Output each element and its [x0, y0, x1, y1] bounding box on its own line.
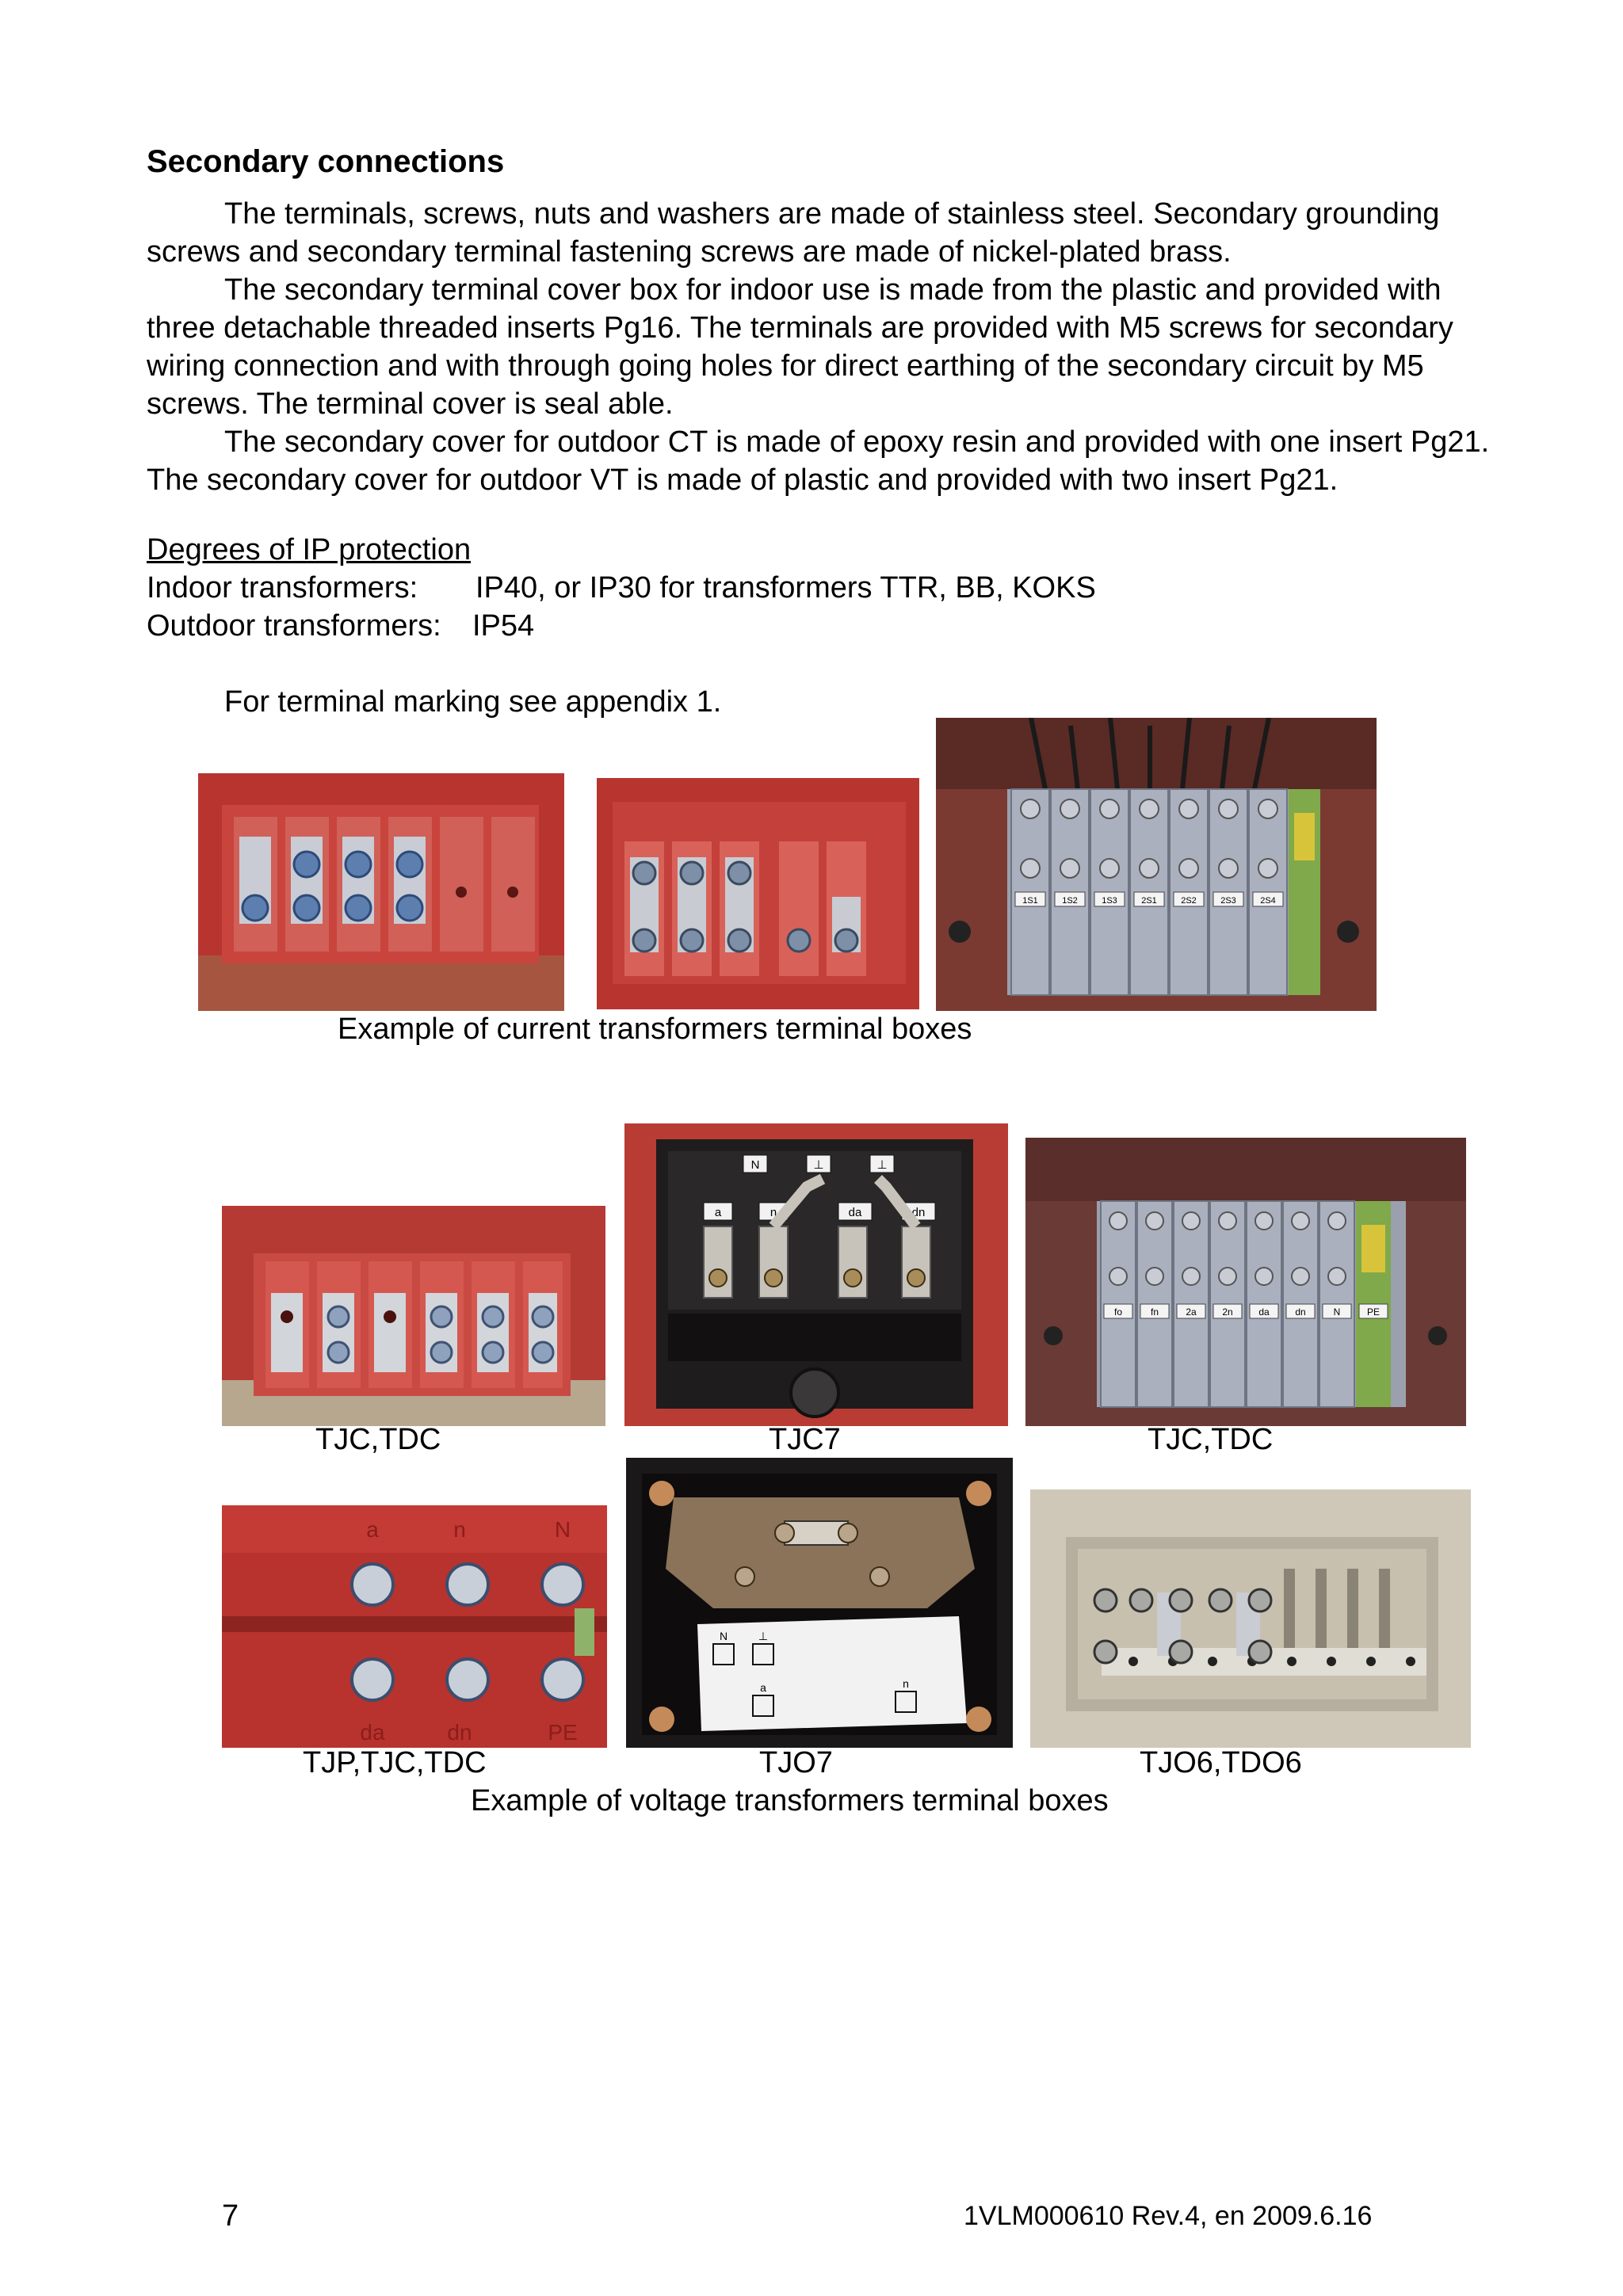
- vt-caption-tjo7: TJO7: [759, 1746, 833, 1779]
- tjc7-label-a: a: [714, 1206, 722, 1219]
- ip-indoor-value: IP40, or IP30 for transformers TTR, BB, KOKS: [475, 571, 1096, 605]
- vt-tjo6-tdo6-photo: [1030, 1489, 1471, 1748]
- ct3-label-5: 2S2: [1181, 896, 1197, 906]
- ct-terminal-box-photo-3: [936, 718, 1377, 1011]
- tjc7-label-da: da: [848, 1206, 862, 1219]
- vt-tjc-tdc-photo-1: [222, 1206, 605, 1426]
- document-reference: 1VLM000610 Rev.4, en 2009.6.16: [964, 2201, 1373, 2231]
- ct3-label-2: 1S2: [1062, 896, 1078, 906]
- tjc7-label-n: n: [769, 1206, 777, 1219]
- ip-indoor-label: Indoor transformers:: [147, 571, 418, 605]
- vt-tjc7-photo: [624, 1123, 1008, 1426]
- ip-outdoor-value: IP54: [472, 609, 535, 643]
- ct3-label-3: 1S3: [1102, 896, 1117, 906]
- tdc-label-4: 2n: [1222, 1306, 1233, 1318]
- tjp-top-label-3: N: [554, 1517, 571, 1542]
- tjp-top-label-1: a: [366, 1517, 379, 1542]
- ct3-label-4: 2S1: [1141, 896, 1157, 906]
- vt-tjc-tdc-photo-2: [1025, 1138, 1466, 1426]
- page-number: 7: [222, 2199, 239, 2233]
- tdc-label-5: da: [1258, 1306, 1270, 1318]
- tjo7-label-earth: ⊥: [758, 1630, 769, 1642]
- tdc-label-6: dn: [1295, 1306, 1306, 1318]
- tdc-label-1: fo: [1113, 1306, 1123, 1318]
- tjc7-top-label-2: ⊥: [813, 1158, 824, 1172]
- vt-tjp-photo: [222, 1505, 607, 1748]
- tdc-label-7: N: [1333, 1306, 1341, 1318]
- section-heading: Secondary connections: [147, 144, 505, 179]
- tjp-bottom-label-1: da: [360, 1720, 385, 1745]
- vt-caption-tjc-tdc-2: TJC,TDC: [1148, 1423, 1274, 1456]
- vt-caption-tjc7: TJC7: [769, 1423, 841, 1456]
- tdc-label-3: 2a: [1186, 1306, 1197, 1318]
- ip-protection-title: Degrees of IP protection: [147, 533, 472, 566]
- tjo7-label-a: a: [760, 1681, 766, 1694]
- tjp-top-label-2: n: [453, 1517, 466, 1542]
- ct3-label-6: 2S3: [1220, 896, 1236, 906]
- vt-caption-tjc-tdc-1: TJC,TDC: [315, 1423, 441, 1456]
- tjp-bottom-label-3: PE: [548, 1720, 578, 1745]
- vt-caption-tjo6: TJO6,TDO6: [1140, 1746, 1302, 1779]
- tjo7-label-n: n: [903, 1677, 909, 1690]
- tdc-label-2: fn: [1150, 1306, 1159, 1318]
- paragraph-indoor-cover: The secondary terminal cover box for indoor use is made from the plastic and provided with three detachable threaded inserts Pg16. The terminals are provided with M5 screws for secondary wiring connection and with through going holes for direct earthing of the secondary circuit by M5 screws. The terminal cover is seal able.: [147, 273, 1453, 421]
- ct3-label-1: 1S1: [1022, 896, 1038, 906]
- tjo7-label-n-upper: N: [719, 1630, 728, 1642]
- tdc-label-8: PE: [1366, 1306, 1381, 1318]
- ip-outdoor-label: Outdoor transformers:: [147, 609, 441, 643]
- terminal-marking-note: For terminal marking see appendix 1.: [224, 685, 722, 719]
- tjc7-top-label-1: N: [750, 1158, 760, 1172]
- vt-caption: Example of voltage transformers terminal boxes: [471, 1784, 1109, 1817]
- tjp-bottom-label-2: dn: [447, 1720, 472, 1745]
- tjc7-label-dn: dn: [911, 1206, 926, 1219]
- tjc7-top-label-3: ⊥: [876, 1158, 888, 1172]
- paragraph-materials: The terminals, screws, nuts and washers are made of stainless steel. Secondary grounding screws and secondary terminal fastening screws are made of nickel-plated brass.: [147, 197, 1440, 269]
- ct-terminal-box-photo-2: [597, 778, 919, 1009]
- vt-tjo7-photo: [626, 1458, 1013, 1748]
- ct-caption: Example of current transformers terminal boxes: [338, 1013, 972, 1046]
- vt-caption-tjp: TJP,TJC,TDC: [303, 1746, 487, 1779]
- paragraph-outdoor-cover: The secondary cover for outdoor CT is made of epoxy resin and provided with one insert Pg21. The secondary cover for outdoor VT is made of plastic and provided with two insert Pg21.: [147, 425, 1490, 497]
- ct3-label-7: 2S4: [1260, 896, 1276, 906]
- ct-terminal-box-photo-1: [198, 773, 564, 1011]
